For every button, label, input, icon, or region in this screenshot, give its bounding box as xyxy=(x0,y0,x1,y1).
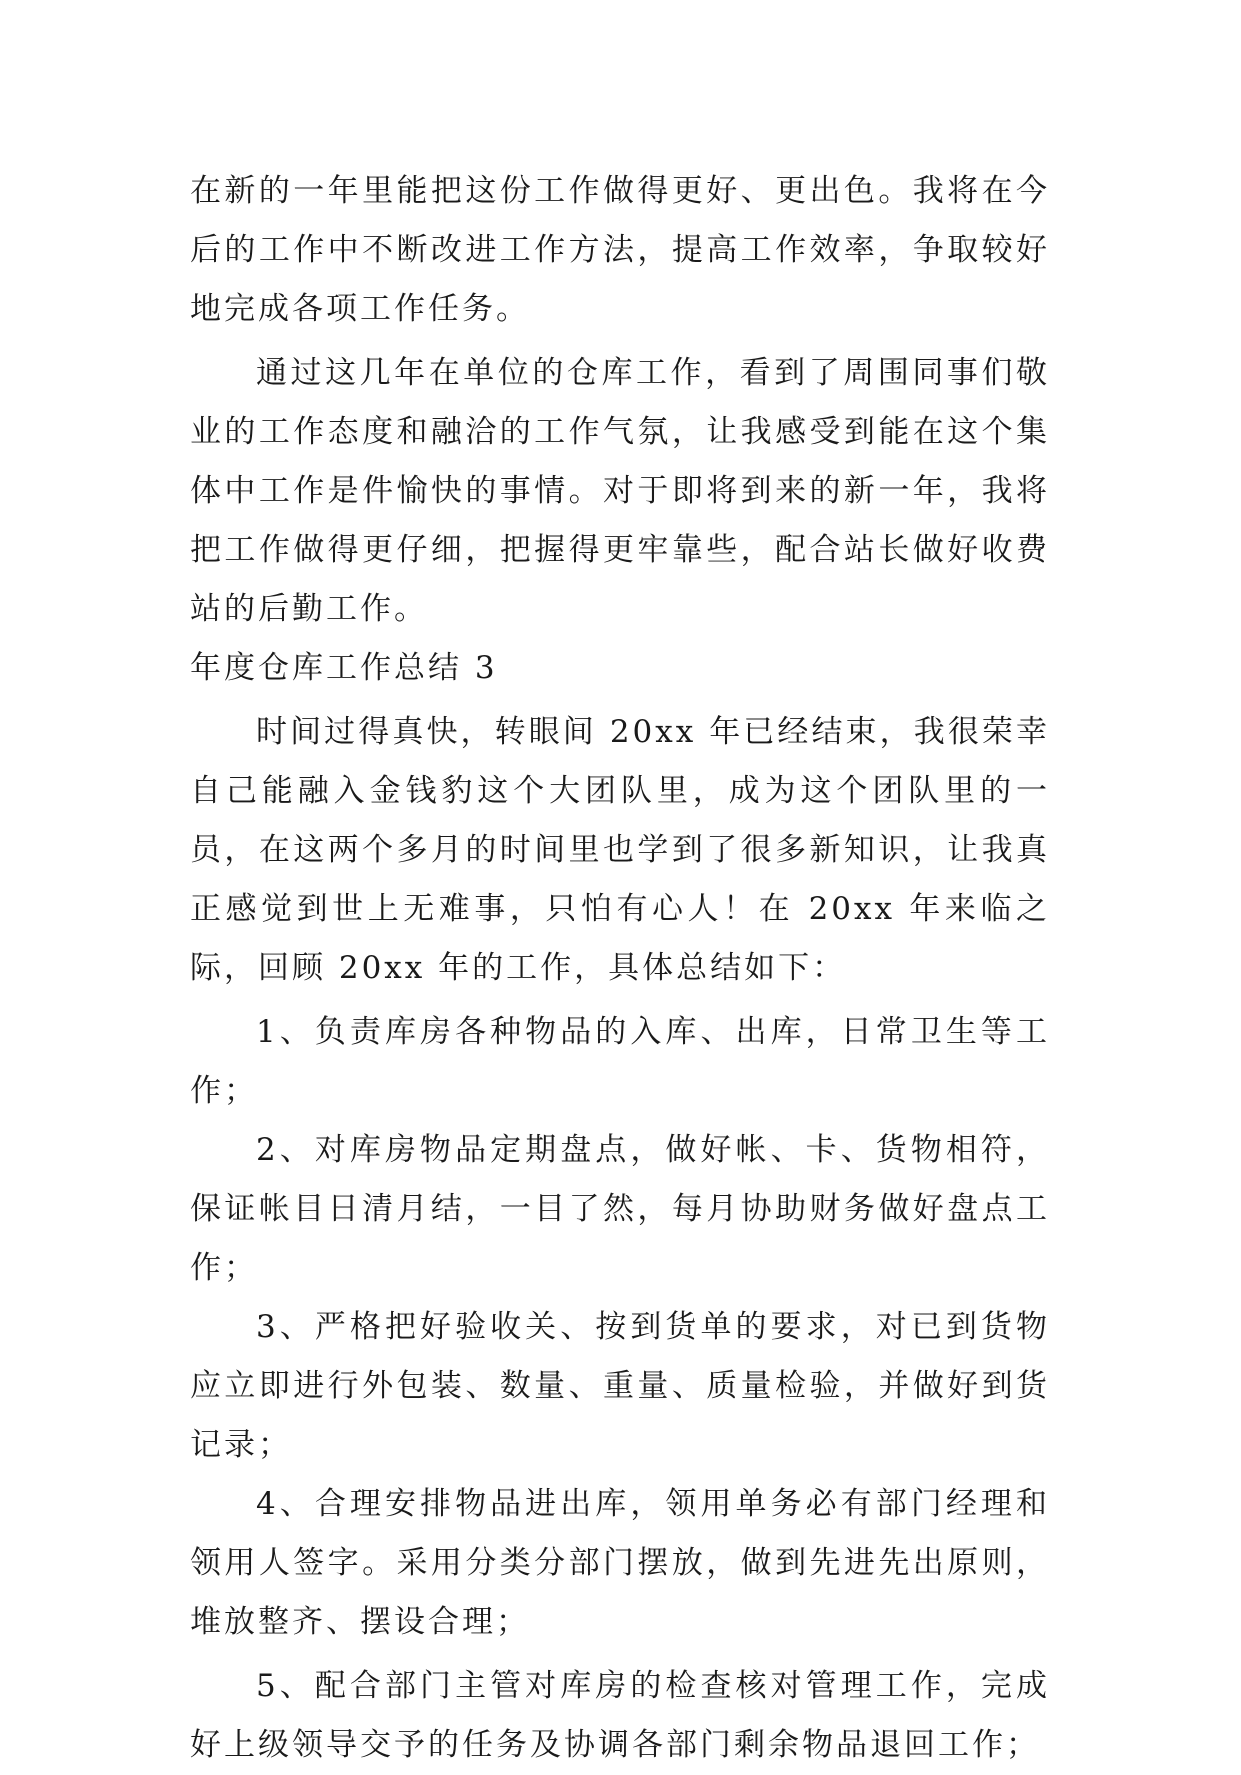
section-title: 年度仓库工作总结 3 xyxy=(190,650,498,686)
paragraph-continuation: 在新的一年里能把这份工作做得更好、更出色。我将在今后的工作中不断改进工作方法，提高工作效率，争取较好地完成各项工作任务。 xyxy=(190,173,1050,327)
document-body xyxy=(190,162,1050,1775)
list-item-3: 3、严格把好验收关、按到货单的要求，对已到货物应立即进行外包装、数量、重量、质量检验，并做好到货记录； xyxy=(190,1309,1050,1463)
list-item-4: 4、合理安排物品进出库，领用单务必有部门经理和领用人签字。采用分类分部门摆放，做到先进先出原则，堆放整齐、摆设合理； xyxy=(190,1486,1050,1640)
list-item-5: 5、配合部门主管对库房的检查核对管理工作，完成好上级领导交予的任务及协调各部门剩余物品退回工作； xyxy=(190,1668,1050,1763)
paragraph-warehouse-experience: 通过这几年在单位的仓库工作，看到了周围同事们敬业的工作态度和融洽的工作气氛，让我感受到能在这个集体中工作是件愉快的事情。对于即将到来的新一年，我将把工作做得更仔细，把握得更牢靠些，配合站长做好收费站的后勤工作。 xyxy=(190,355,1050,627)
list-item-2: 2、对库房物品定期盘点，做好帐、卡、货物相符，保证帐目日清月结，一目了然，每月协助财务做好盘点工作； xyxy=(190,1132,1050,1286)
paragraph-intro: 时间过得真快，转眼间 20xx 年已经结束，我很荣幸自己能融入金钱豹这个大团队里，成为这个团队里的一员，在这两个多月的时间里也学到了很多新知识，让我真正感觉到世上无难事，只怕有心人！在 20xx 年来临之际，回顾 20xx 年的工作，具体总结如下： xyxy=(190,714,1050,986)
list-item-1: 1、负责库房各种物品的入库、出库，日常卫生等工作； xyxy=(190,1014,1050,1109)
